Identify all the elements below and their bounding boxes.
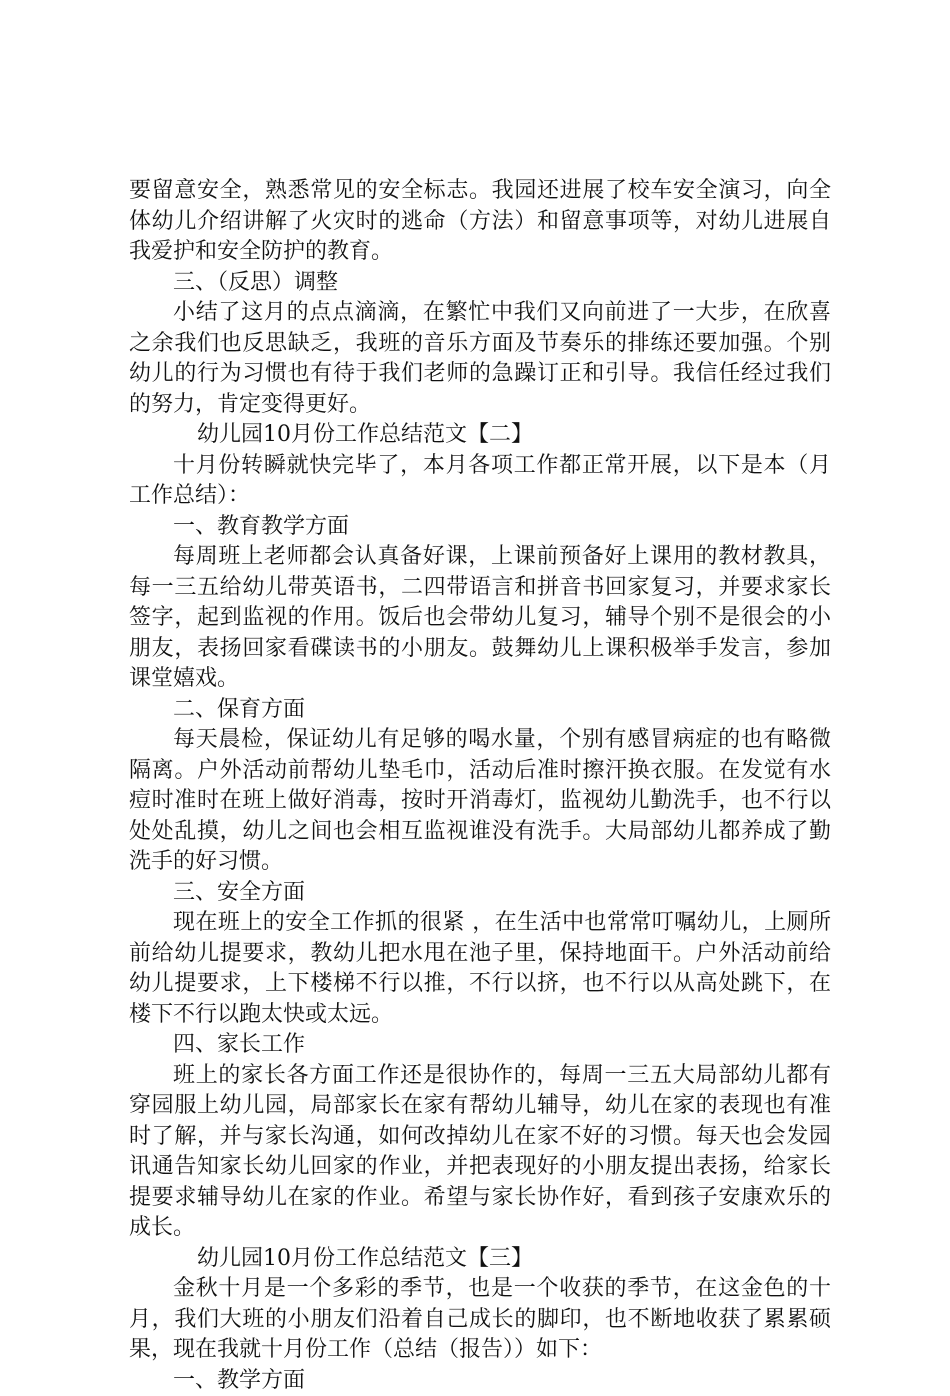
paragraph: 金秋十月是一个多彩的季节，也是一个收获的季节，在这金色的十月，我们大班的小朋友们沿着自己成长的脚印，也不断地收获了累累硕果，现在我就十月份工作（总结（报告））如下： <box>129 1274 831 1366</box>
paragraph: 现在班上的安全工作抓的很紧 ，在生活中也常常叮嘱幼儿，上厕所前给幼儿提要求，教幼儿把水甩在池子里，保持地面干。户外活动前给幼儿提要求，上下楼梯不行以推，不行以挤，也不行以从高处跳下，在楼下不行以跑太快或太远。 <box>129 908 831 1030</box>
section-heading-teaching-2: 一、教学方面 <box>129 1366 831 1396</box>
paragraph-continued: 要留意安全，熟悉常见的安全标志。我园还进展了校车安全演习，向全体幼儿介绍讲解了火灾时的逃命（方法）和留意事项等，对幼儿进展自我爱护和安全防护的教育。 <box>129 176 831 268</box>
paragraph: 每天晨检，保证幼儿有足够的喝水量，个别有感冒病症的也有略微隔离。户外活动前帮幼儿垫毛巾，活动后准时擦汗换衣服。在发觉有水痘时准时在班上做好消毒，按时开消毒灯，监视幼儿勤洗手，也不行以处处乱摸，幼儿之间也会相互监视谁没有洗手。大局部幼儿都养成了勤洗手的好习惯。 <box>129 725 831 878</box>
paragraph: 十月份转瞬就快完毕了，本月各项工作都正常开展，以下是本（月工作总结）： <box>129 451 831 512</box>
section-heading-parents: 四、家长工作 <box>129 1030 831 1061</box>
section-heading-reflection: 三、（反思）调整 <box>129 268 831 299</box>
article-title-2: 幼儿园10月份工作总结范文【二】 <box>129 420 831 451</box>
paragraph: 小结了这月的点点滴滴，在繁忙中我们又向前进了一大步，在欣喜之余我们也反思缺乏，我班的音乐方面及节奏乐的排练还要加强。个别幼儿的行为习惯也有待于我们老师的急躁订正和引导。我信任经过我们的努力，肯定变得更好。 <box>129 298 831 420</box>
section-heading-safety: 三、安全方面 <box>129 878 831 909</box>
section-heading-care: 二、保育方面 <box>129 695 831 726</box>
section-heading-teaching: 一、教育教学方面 <box>129 512 831 543</box>
paragraph: 班上的家长各方面工作还是很协作的，每周一三五大局部幼儿都有穿园服上幼儿园，局部家长在家有帮幼儿辅导，幼儿在家的表现也有准时了解，并与家长沟通，如何改掉幼儿在家不好的习惯。每天也会发园讯通告知家长幼儿回家的作业，并把表现好的小朋友提出表扬，给家长提要求辅导幼儿在家的作业。希望与家长协作好，看到孩子安康欢乐的成长。 <box>129 1061 831 1244</box>
article-title-3: 幼儿园10月份工作总结范文【三】 <box>129 1244 831 1275</box>
paragraph: 每周班上老师都会认真备好课，上课前预备好上课用的教材教具，每一三五给幼儿带英语书，二四带语言和拼音书回家复习，并要求家长签字，起到监视的作用。饭后也会带幼儿复习，辅导个别不是很会的小朋友，表扬回家看碟读书的小朋友。鼓舞幼儿上课积极举手发言，参加课堂嬉戏。 <box>129 542 831 695</box>
document-body <box>129 176 831 1396</box>
